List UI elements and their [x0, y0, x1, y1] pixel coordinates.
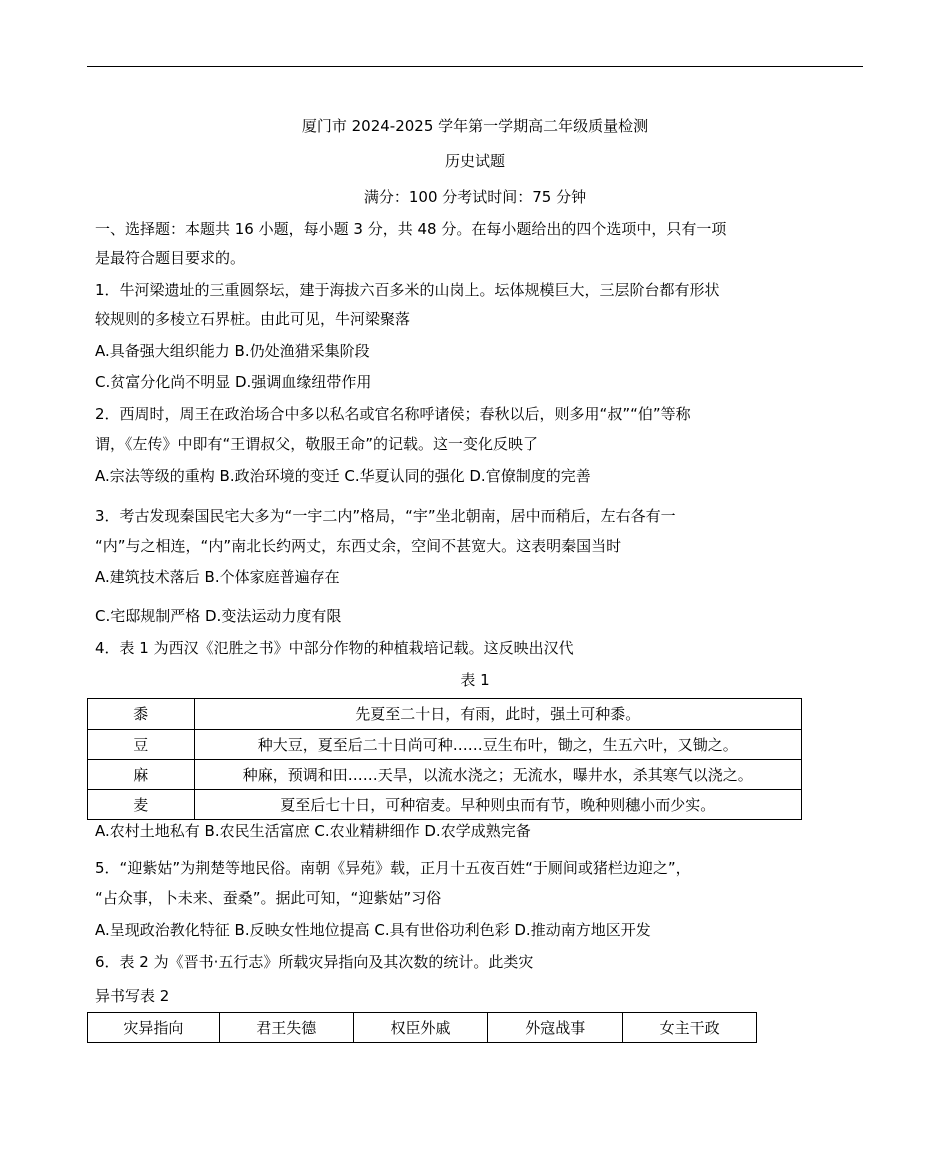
q3-stem-line1: 3．考古发现秦国民宅大多为“一宇二内”格局，“宇”坐北朝南，居中而稍后，左右各有一	[95, 507, 676, 525]
table-row	[88, 699, 802, 730]
q4-options: A.农村土地私有 B.农民生活富庶 C.农业精耕细作 D.农学成熟完备	[95, 822, 531, 840]
q5-stem-line1: 5．“迎紫姑”为荆楚等地民俗。南朝《异苑》载，正月十五夜百姓“于厕间或猪栏边迎之”，	[95, 859, 691, 877]
q1-stem-line2: 较规则的多棱立石界桩。由此可见，牛河梁聚落	[95, 310, 411, 328]
table-row	[88, 730, 802, 760]
q2-stem-line1: 2．西周时，周王在政治场合中多以私名或官名称呼诸侯；春秋以后，则多用“叔”“伯”等称	[95, 405, 691, 423]
q5-stem-line2: “占众事，卜未来、蚕桑”。据此可知，“迎紫姑”习俗	[95, 889, 442, 907]
q3-stem-line2: “内”与之相连，“内”南北长约两丈，东西丈余，空间不甚宽大。这表明秦国当时	[95, 537, 622, 555]
q3-options-line2: C.宅邸规制严格 D.变法运动力度有限	[95, 607, 342, 625]
section-heading-line2: 是最符合题目要求的。	[95, 249, 246, 267]
q4-stem: 4．表 1 为西汉《氾胜之书》中部分作物的种植栽培记载。这反映出汉代	[95, 639, 574, 657]
q3-options-line1: A.建筑技术落后 B.个体家庭普遍存在	[95, 568, 340, 586]
table2	[87, 1012, 757, 1043]
top-rule	[87, 66, 863, 67]
q5-options: A.呈现政治教化特征 B.反映女性地位提高 C.具有世俗功利色彩 D.推动南方地区开发	[95, 921, 651, 939]
table2-header-cell: 外寇战事	[488, 1013, 623, 1043]
table-cell-crop: 豆	[88, 730, 195, 760]
q1-options-line2: C.贫富分化尚不明显 D.强调血缘纽带作用	[95, 373, 372, 391]
table2-header-cell: 灾异指向	[88, 1013, 220, 1043]
table2-header-cell: 君王失德	[219, 1013, 353, 1043]
q1-stem-line1: 1．牛河梁遗址的三重圆祭坛，建于海拔六百多米的山岗上。坛体规模巨大，三层阶台都有形状	[95, 281, 720, 299]
table-row	[88, 790, 802, 820]
table-cell-record: 先夏至二十日，有雨，此时，强土可种黍。	[194, 699, 801, 730]
table-cell-record: 种麻，预调和田……天旱，以流水浇之；无流水，曝井水，杀其寒气以浇之。	[194, 760, 801, 790]
table-cell-crop: 麦	[88, 790, 195, 820]
table-header-row	[88, 1013, 757, 1043]
table-cell-record: 种大豆，夏至后二十日尚可种……豆生布叶，锄之，生五六叶，又锄之。	[194, 730, 801, 760]
table2-header-cell: 权臣外戚	[353, 1013, 488, 1043]
q1-options-line1: A.具备强大组织能力 B.仍处渔猎采集阶段	[95, 342, 370, 360]
table1	[87, 698, 802, 820]
table2-header-cell: 女主干政	[623, 1013, 757, 1043]
q6-stem-line1: 6．表 2 为《晋书·五行志》所载灾异指向及其次数的统计。此类灾	[95, 953, 534, 971]
exam-info: 满分：100 分考试时间：75 分钟	[363, 188, 587, 206]
table1-caption: 表 1	[460, 671, 490, 689]
table-cell-record: 夏至后七十日，可种宿麦。早种则虫而有节，晚种则穗小而少实。	[194, 790, 801, 820]
subject-title: 历史试题	[444, 152, 505, 170]
exam-title: 厦门市 2024-2025 学年第一学期高二年级质量检测	[301, 117, 649, 135]
table-cell-crop: 麻	[88, 760, 195, 790]
table-row	[88, 760, 802, 790]
q6-stem-line2: 异书写表 2	[95, 987, 170, 1005]
q2-stem-line2: 谓，《左传》中即有“王谓叔父，敬服王命”的记载。这一变化反映了	[95, 435, 539, 453]
q2-options: A.宗法等级的重构 B.政治环境的变迁 C.华夏认同的强化 D.官僚制度的完善	[95, 467, 591, 485]
section-heading-line1: 一、选择题：本题共 16 小题，每小题 3 分，共 48 分。在每小题给出的四个选项中，只有一项	[95, 220, 727, 238]
table-cell-crop: 黍	[88, 699, 195, 730]
